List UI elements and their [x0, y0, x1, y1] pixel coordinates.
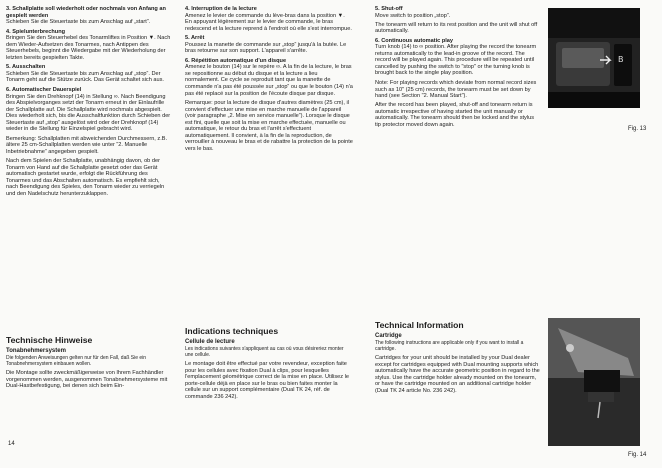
section-heading: 5. Ausschalten — [6, 64, 46, 71]
section-paragraph: Note: For playing records which deviate from normal record sizes such as 10" (25 cm) records, the tonearm must be set down by hand (see Section "2. Manual Start"). — [375, 79, 537, 100]
english-technical-para-1: The following instructions are applicable only if you want to install a cartridge. — [375, 339, 524, 353]
french-technical-subtitle: Cellule de lecture — [185, 339, 235, 345]
col2-section — [185, 100, 353, 152]
section-paragraph: Poussez la manette de commande sur „stop“ jusqu'à la butée. Le bras retourne sur son support. L'appareil s'arrête. — [185, 41, 347, 55]
col2-section — [185, 6, 353, 32]
french-technical-para-2: Le montage doit être effectué par votre revendeur, exception faite pour les cellules avec fixation Dual à clips, pour lesquelles l'emplacement géométrique correct de la mise en place. Utilisez le porte-cellule déjà en place sur le bras ou bien faites monter la cellule sur un support complémentaire (Dual TK 24, réf. de commande 236 242). — [185, 361, 349, 400]
section-paragraph: Bringen Sie den Steuerhebel des Tonarmliftes in Position ▼. Nach dem Wieder-Aufsetzen des Tonarmes, nach Antippen des Steuerhebels, beginnt die Wiedergabe mit der Wiederholung der letzten bereits gespielten Takte. — [6, 35, 171, 61]
page-number: 14 — [8, 441, 15, 447]
section-paragraph: Bringen Sie den Drehknopf (14) in Stellung ∞. Nach Beendigung des Abspielvorganges setzt der Tonarm erneut in der Einlaufrille der Schallplatte auf. Die Schallplatte wird nochmals abgespielt. Dies wiederholt sich, bis die Ausschaltfunktion durch Schieben der Steuertaste auf „stop“ ausgelöst wird oder der Drehknopf (14) wieder in die Stellung für Einzelspiel gebracht wird. — [6, 93, 171, 133]
figure-13-label: Fig. 13 — [628, 126, 647, 132]
section-paragraph: Turn knob (14) to ∞ position. After playing the record the tonearm returns automatically to the lead-in groove of the record. The record will be played again. This procedure will be repeated until cancelled by pushing the switch to "stop" or the turning knob is brought back to the single play position. — [375, 44, 537, 77]
cartridge-illustration — [548, 318, 640, 446]
figure-14-photo — [548, 318, 640, 446]
figure-14-label: Fig. 14 — [628, 452, 647, 458]
section-heading: 3. Schallplatte soll wiederholt oder nochmals von Anfang an gespielt werden — [6, 6, 166, 19]
section-heading: 5. Arrêt — [185, 35, 205, 42]
col2-section — [185, 35, 353, 55]
section-heading: 4. Spielunterbrechung — [6, 28, 66, 35]
english-column — [375, 6, 540, 131]
section-paragraph: After the record has been played, shut-off and tonearm return is automatic irrespective of having started the unit manually or automatically. The tonearm should then be locked and the stylus tip protector moved down again. — [375, 102, 534, 128]
english-technical-title: Technical Information — [375, 320, 464, 330]
english-technical-block — [375, 333, 540, 397]
section-paragraph: The tonearm will return to its rest position and the unit will shut off automatically. — [375, 21, 538, 35]
english-technical-subtitle: Cartridge — [375, 333, 402, 339]
col3-section — [375, 80, 540, 128]
french-column — [185, 6, 353, 155]
section-paragraph: Schieben Sie die Steuertaste bis zum Anschlag auf „stop“. Der Tonarm geht auf die Stütze zurück. Das Gerät schaltet sich aus. — [6, 70, 164, 84]
section-paragraph: Amenez le bouton (14) sur le repère ∞. A la fin de la lecture, le bras se repositionne au début du disque et la lecture a lieu normalement. Ce cycle se reproduit tant que la manette de commande n'a pas été poussée sur „stop“ ou que le bouton (14) n'a pas été replacé sur la position de l'écoute disque par disque. — [185, 64, 353, 97]
col1-section — [6, 6, 171, 26]
col1-section — [6, 64, 171, 84]
section-heading: 4. Interruption de la lecture — [185, 6, 257, 12]
german-technical-para-2: Die Montage sollte zweckmäßigerweise von Ihrem Fachhändler vorgenommen werden, ausgenommen Tonabnehmersysteme mit Dual-Hastbefestigung, bei denen sich beim Ein- — [6, 370, 168, 390]
section-heading: 6. Automatischer Dauerspiel — [6, 87, 82, 94]
german-technical-para-1: Die folgenden Anweisungen gelten nur für den Fall, daß Sie ein Tonabnehmersystem einbauen wollen. — [6, 354, 147, 368]
col1-section — [6, 87, 171, 133]
svg-text:B: B — [618, 55, 624, 64]
col2-section — [185, 58, 353, 97]
french-technical-title: Indications techniques — [185, 326, 279, 336]
section-paragraph: Amenez le levier de commande du lève-bras dans la position ▼. En appuyant légèrement sur le levier de commande, le bras redescend et la lecture reprend à l'endroit où elle s'est interrompue. — [185, 12, 352, 32]
col1-section — [6, 136, 171, 197]
french-technical-para-1: Les indications suivantes s'appliquent au cas où vous désireriez monter une cellule. — [185, 345, 344, 359]
german-technical-title: Technische Hinweise — [6, 335, 93, 345]
figure-13-photo — [548, 8, 640, 108]
german-technical-block — [6, 348, 171, 392]
section-heading: 6. Continuous automatic play — [375, 37, 454, 44]
col3-section — [375, 6, 540, 35]
section-paragraph: Schieben Sie die Steuertaste bis zum Anschlag auf „start“. — [6, 19, 151, 26]
section-paragraph: Nach dem Spielen der Schallplatte, unabhängig davon, ob der Tonarm von Hand auf die Schallplatte gesetzt oder das Gerät automatisch gestartet wurde, erfolgt die Rückführung des Tonarmes und das Abschalten automatisch. Es empfiehlt sich, nach Beendigung des Spieles, den Tonarm wieder zu verriegeln und den Nadelschutz herunterzuklappen. — [6, 157, 165, 197]
german-technical-subtitle: Tonabnehmersystem — [6, 348, 66, 354]
english-technical-para-2: Cartridges for your unit should be installed by your Dual dealer except for cartridges equipped with Dual mounting supports which automatically have the accurate geometric position in regard to the stylus. Use the cartridge holder already mounted on the tonearm, or have the cartridge mounted on an additional cartridge holder (Dual TK 24 article No. 236 242). — [375, 355, 540, 394]
col1-section — [6, 29, 171, 62]
section-paragraph: Bemerkung: Schallplatten mit abweichenden Durchmessern, z.B. ältere 25 cm-Schallplatten werden wie unter “2. Manuelle Inbetriebnahme” angegeben gespielt. — [6, 135, 168, 155]
german-column — [6, 6, 171, 200]
french-technical-block — [185, 339, 353, 403]
control-panel-illustration — [548, 8, 640, 108]
section-paragraph: Remarque: pour la lecture de disque d'autres diamètres (25 cm), il convient d'effectuer une mise en marche manuelle de l'appareil (voir paragraphe „2. Mise en service manuelle“). Lorsque le disque est fini, quelle que soit la mise en marche effectuée, manuelle ou automatique, le retour du bras et l'arrêt s'effectuent automatiquement. Il convient, à la fin de la reproduction, de verrouiller à nouveau le bras et de rabattre la protection de la pointe vers le bas. — [185, 100, 353, 152]
section-heading: 5. Shut-off — [375, 6, 403, 12]
col3-section — [375, 38, 540, 77]
section-heading: 6. Répétition automatique d'un disque — [185, 57, 287, 64]
section-paragraph: Move switch to position „stop“. — [375, 12, 451, 19]
